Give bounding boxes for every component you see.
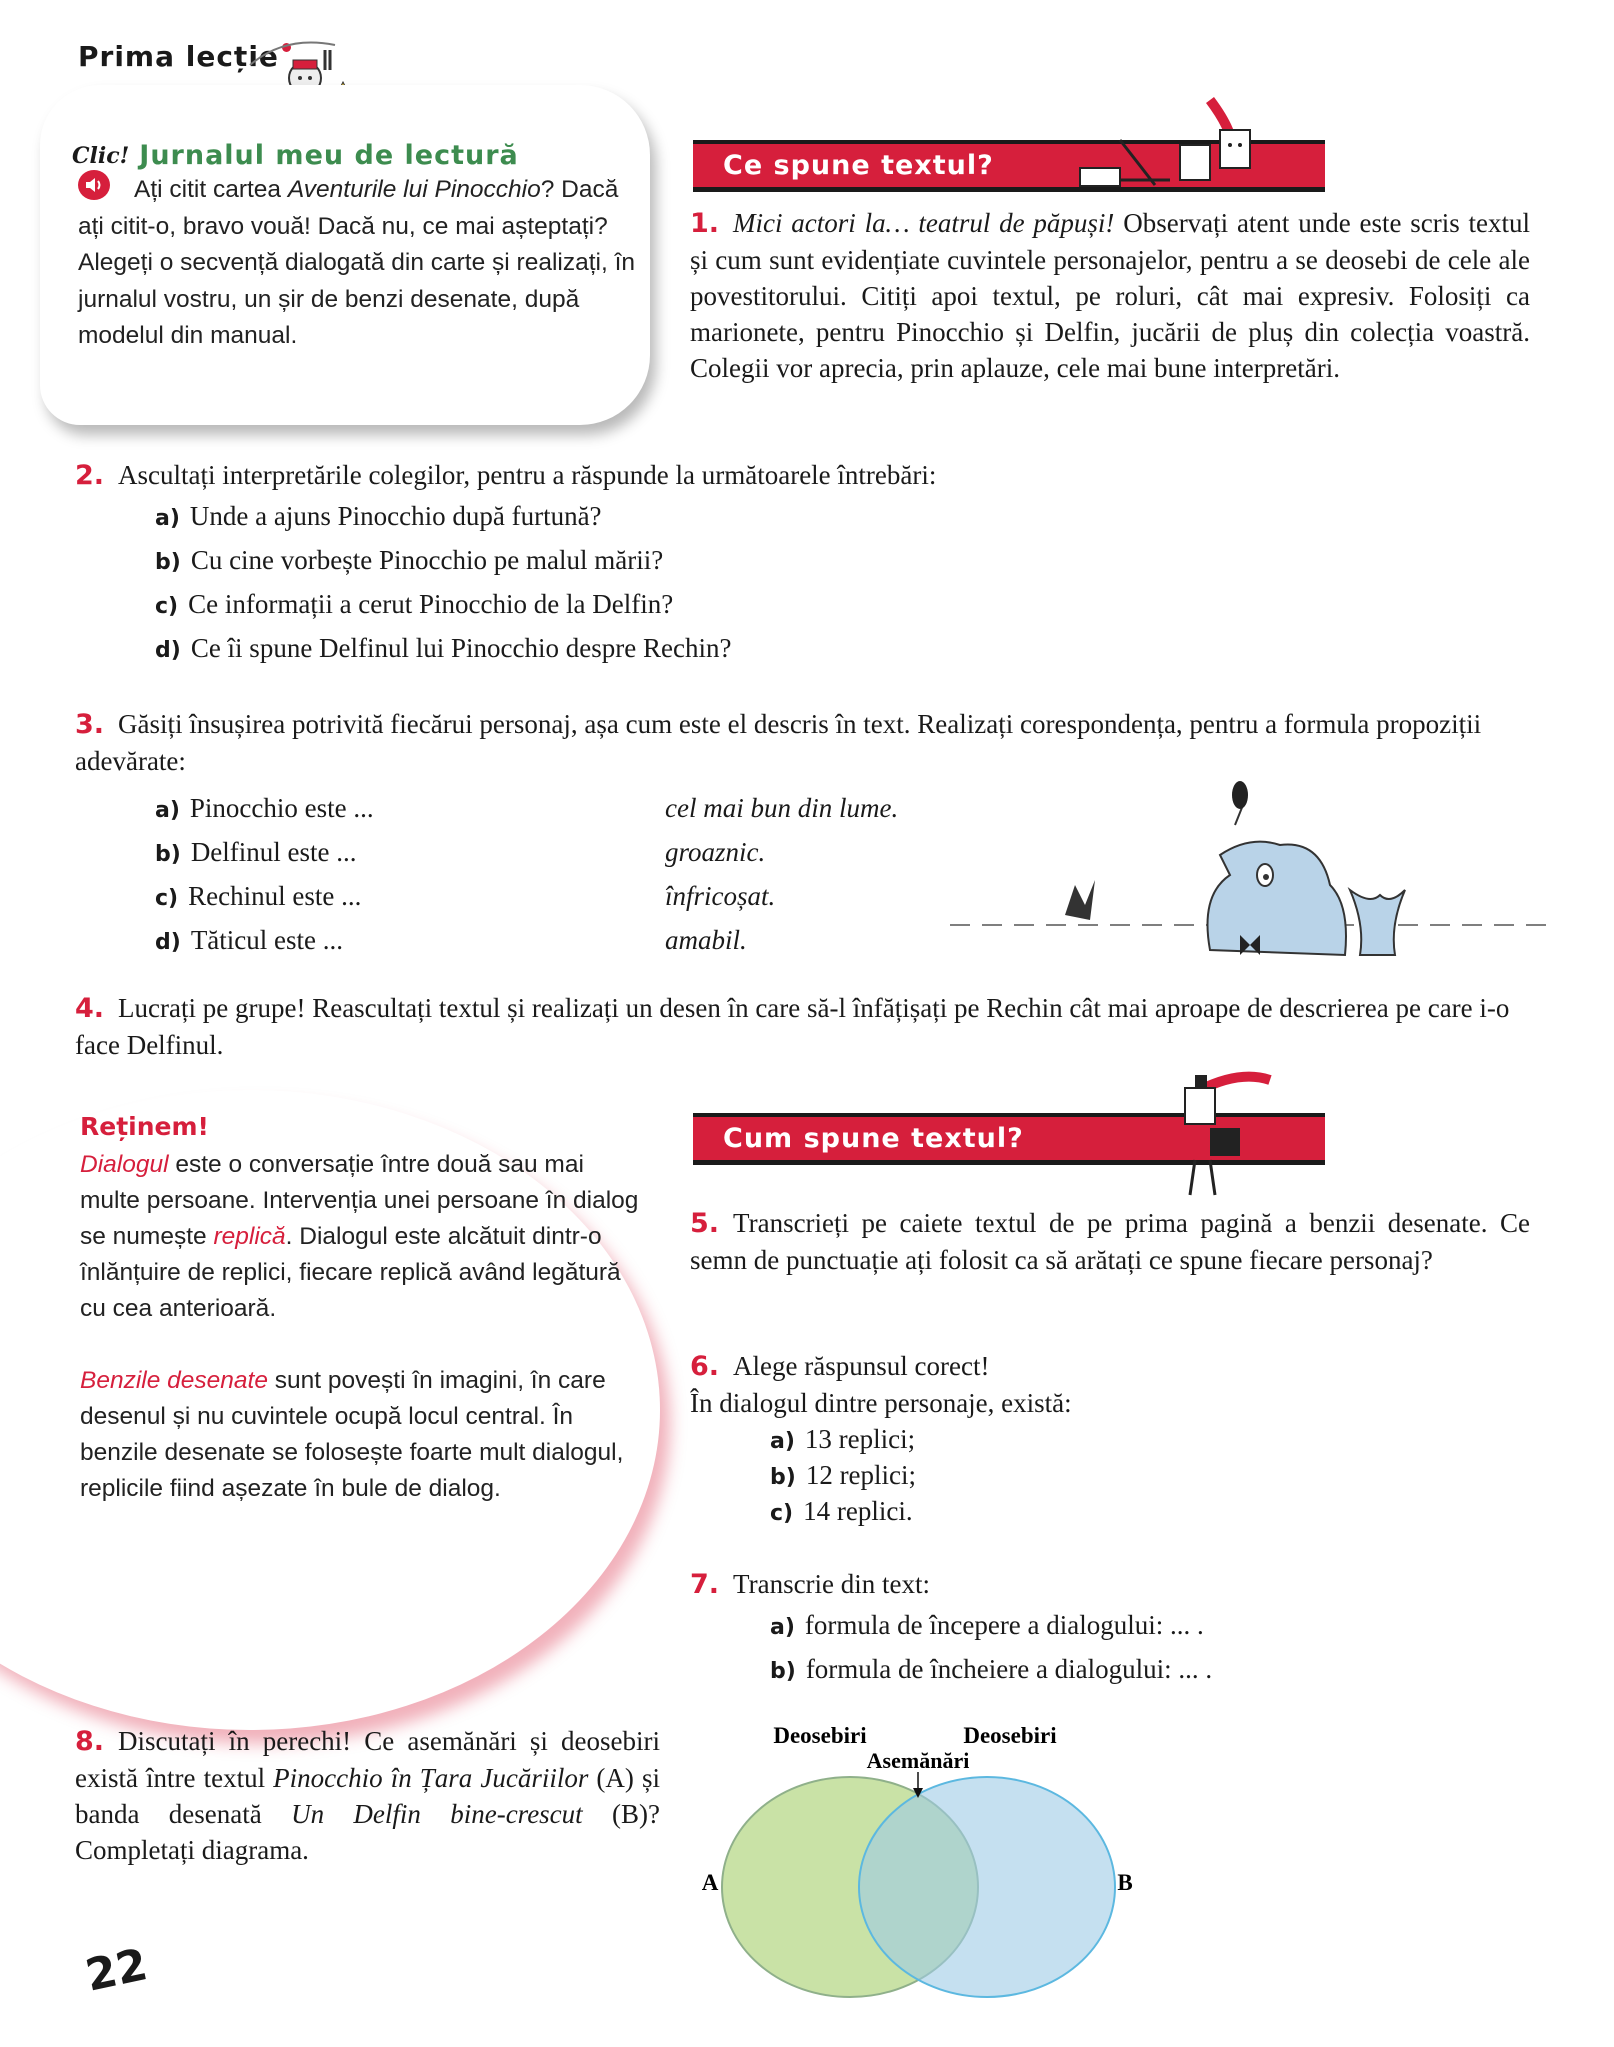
- question-item: d) Ce îi spune Delfinul lui Pinocchio despre Rechin?: [155, 633, 732, 663]
- dolphin-illustration: [950, 765, 1560, 980]
- dot-decoration: [282, 43, 291, 52]
- answer-option[interactable]: a) 13 replici;: [770, 1424, 916, 1454]
- task-item: a) formula de începere a dialogului: ... .: [770, 1610, 1204, 1640]
- section-banner-cum-spune-textul: Cum spune textul?: [693, 1113, 1325, 1165]
- task-item: b) formula de încheiere a dialogului: ... .: [770, 1654, 1213, 1684]
- question-item: b) Cu cine vorbește Pinocchio pe malul mării?: [155, 545, 664, 575]
- answer-option[interactable]: c) 14 replici.: [770, 1496, 913, 1526]
- match-row: b) Delfinul este ... groaznic.: [155, 837, 766, 867]
- exercise-7: 7. Transcrie din text: a) formula de începere a dialogului: ... . b) formula de încheiere a dialogului: ... .: [690, 1566, 1530, 1691]
- venn-diagram: [690, 1700, 1570, 2047]
- venn-set-b[interactable]: [859, 1777, 1115, 1997]
- clic-label: Clic!: [72, 142, 130, 169]
- journal-title: Jurnalul meu de lectură: [139, 140, 519, 171]
- exercise-3: 3. Găsiți însușirea potrivită fiecărui personaj, așa cum este el descris în text. Realizați corespondența, pentru a formula propoziții adevărate:: [75, 709, 1482, 776]
- exercise-5: 5. Transcrieți pe caiete textul de pe prima pagină a benzii desenate. Ce semn de punctuație ați folosit ca să arătați ce spune fiecare personaj?: [690, 1208, 1530, 1275]
- lesson-title: Prima lecție: [78, 40, 291, 73]
- exercise-2: 2. Ascultați interpretările colegilor, pentru a răspunde la următoarele întrebări: a) Unde a ajuns Pinocchio după furtună? b) Cu cine vorbește Pinocchio pe malul mării? c) Ce informații a cerut Pinocchio de la Delfin? d) Ce îi spune Delfinul lui Pinocchio despre Rechin?: [75, 457, 1175, 670]
- page-number: 22: [81, 1939, 152, 2002]
- journal-header: [72, 140, 519, 171]
- answer-option[interactable]: b) 12 replici;: [770, 1460, 917, 1490]
- exercise-6: 6. Alege răspunsul corect! În dialogul dintre personaje, există: a) 13 replici; b) 12 replici; c) 14 replici.: [690, 1348, 1530, 1529]
- matching-table: [155, 786, 898, 962]
- venn-set-a-label: A: [701, 1870, 719, 1895]
- exercise-1: 1. Mici actori la… teatrul de păpuși! Observați atent unde este scris textul și cum sunt evidențiate cuvintele personajelor, pentru a se deosebi de cele ale povestitorului. Citiți apoi textul, pe roluri, cât mai expresiv. Folosiți ca marionete, pentru Pinocchio și Delfin, jucării de pluș din colecția voastră. Colegii vor aprecia, prin aplauze, cele mai bune interpretări.: [690, 208, 1530, 383]
- exercise-4: 4. Lucrați pe grupe! Reascultați textul și realizați un desen în care să-l înfățișați pe Rechin cât mai aproape de descrierea pe care i-o face Delfinul.: [75, 993, 1510, 1060]
- venn-left-label: Deosebiri: [773, 1723, 867, 1748]
- match-row: a) Pinocchio este ... cel mai bun din lume.: [155, 793, 899, 823]
- match-row: d) Tăticul este ... amabil.: [155, 925, 747, 955]
- section-banner-ce-spune-textul: Ce spune textul?: [693, 140, 1325, 192]
- match-row: c) Rechinul este ... înfricoșat.: [155, 881, 776, 911]
- journal-text: Ați citit cartea Aventurile lui Pinocchio? Dacă ați citit-o, bravo vouă! Dacă nu, ce mai așteptați? Alegeți o secvență dialogată din carte și realizați, în jurnalul vostru, un șir de benzi desenate, după modelul din manual.: [78, 176, 636, 349]
- retinem-text: Dialogul este o conversație între două sau mai multe persoane. Intervenția unei persoane în dialog se numește replică. Dialogul este alcătuit dintr-o înlănțuire de replici, fiecare replică având legătură cu cea anterioară. Benzile desenate sunt povești în imagini, în care desenul și nu cuvintele ocupă locul central. În benzile desenate se folosește foarte mult dialogul, replicile fiind așezate în bule de dialog.: [80, 1151, 639, 1502]
- venn-right-label: Deosebiri: [963, 1723, 1057, 1748]
- exercise-8: 8. Discutați în perechi! Ce asemănări și deosebiri există între textul Pinocchio în Țara Jucăriilor (A) și banda desenată Un Delfin bine-crescut (B)? Completați diagrama.: [75, 1726, 660, 1865]
- venn-center-label: Asemănări: [866, 1748, 970, 1773]
- question-item: a) Unde a ajuns Pinocchio după furtună?: [155, 501, 602, 531]
- retinem-title: Reținem!: [80, 1112, 209, 1141]
- venn-set-b-label: B: [1117, 1870, 1133, 1895]
- question-item: c) Ce informații a cerut Pinocchio de la Delfin?: [155, 589, 674, 619]
